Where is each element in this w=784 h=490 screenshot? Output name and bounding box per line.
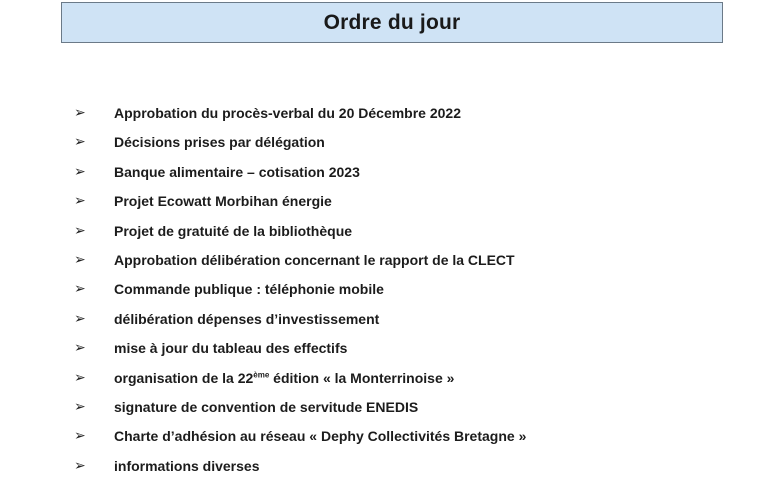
agenda-item-text: Décisions prises par délégation <box>114 134 325 151</box>
agenda-item-text: délibération dépenses d’investissement <box>114 310 380 327</box>
list-item <box>0 217 784 246</box>
agenda-item-text: mise à jour du tableau des effectifs <box>114 340 348 357</box>
agenda-item-text: Banque alimentaire – cotisation 2023 <box>114 163 360 180</box>
title-banner <box>61 2 723 43</box>
agenda-item-text: informations diverses <box>114 457 260 474</box>
list-item <box>0 187 784 216</box>
ordinal-superscript: ème <box>253 369 270 379</box>
arrow-bullet-icon: ➢ <box>74 222 86 239</box>
agenda-item-text <box>114 364 454 393</box>
arrow-bullet-icon: ➢ <box>74 398 86 415</box>
agenda-item-text: Projet de gratuité de la bibliothèque <box>114 222 353 239</box>
agenda-item-text: signature de convention de servitude ENEDIS <box>114 398 419 415</box>
list-item <box>0 246 784 275</box>
agenda-list <box>0 99 784 481</box>
arrow-bullet-icon: ➢ <box>74 193 86 210</box>
arrow-bullet-icon: ➢ <box>74 281 86 298</box>
agenda-item-text-part: organisation de la 22 <box>114 369 254 386</box>
agenda-item-text: Commande publique : téléphonie mobile <box>114 281 384 298</box>
arrow-bullet-icon: ➢ <box>74 369 86 386</box>
agenda-item-text: Charte d’adhésion au réseau « Dephy Collectivités Bretagne » <box>114 428 527 445</box>
list-item <box>0 275 784 304</box>
list-item <box>0 393 784 422</box>
list-item <box>0 305 784 334</box>
arrow-bullet-icon: ➢ <box>74 251 86 268</box>
list-item <box>0 364 784 393</box>
agenda-item-text: Projet Ecowatt Morbihan énergie <box>114 193 332 210</box>
agenda-item-text: Approbation délibération concernant le rapport de la CLECT <box>114 251 515 268</box>
agenda-item-text: Approbation du procès-verbal du 20 Décembre 2022 <box>114 105 461 121</box>
arrow-bullet-icon: ➢ <box>74 340 86 357</box>
list-item <box>0 158 784 187</box>
list-item <box>0 422 784 451</box>
arrow-bullet-icon: ➢ <box>74 428 86 445</box>
arrow-bullet-icon: ➢ <box>74 105 86 121</box>
arrow-bullet-icon: ➢ <box>74 134 86 151</box>
arrow-bullet-icon: ➢ <box>74 457 86 474</box>
list-item <box>0 452 784 481</box>
list-item <box>0 334 784 363</box>
page-title: Ordre du jour <box>323 10 461 34</box>
list-item <box>0 99 784 128</box>
arrow-bullet-icon: ➢ <box>74 310 86 327</box>
agenda-item-text-part: édition « la Monterrinoise » <box>269 369 455 386</box>
arrow-bullet-icon: ➢ <box>74 163 86 180</box>
list-item <box>0 128 784 157</box>
